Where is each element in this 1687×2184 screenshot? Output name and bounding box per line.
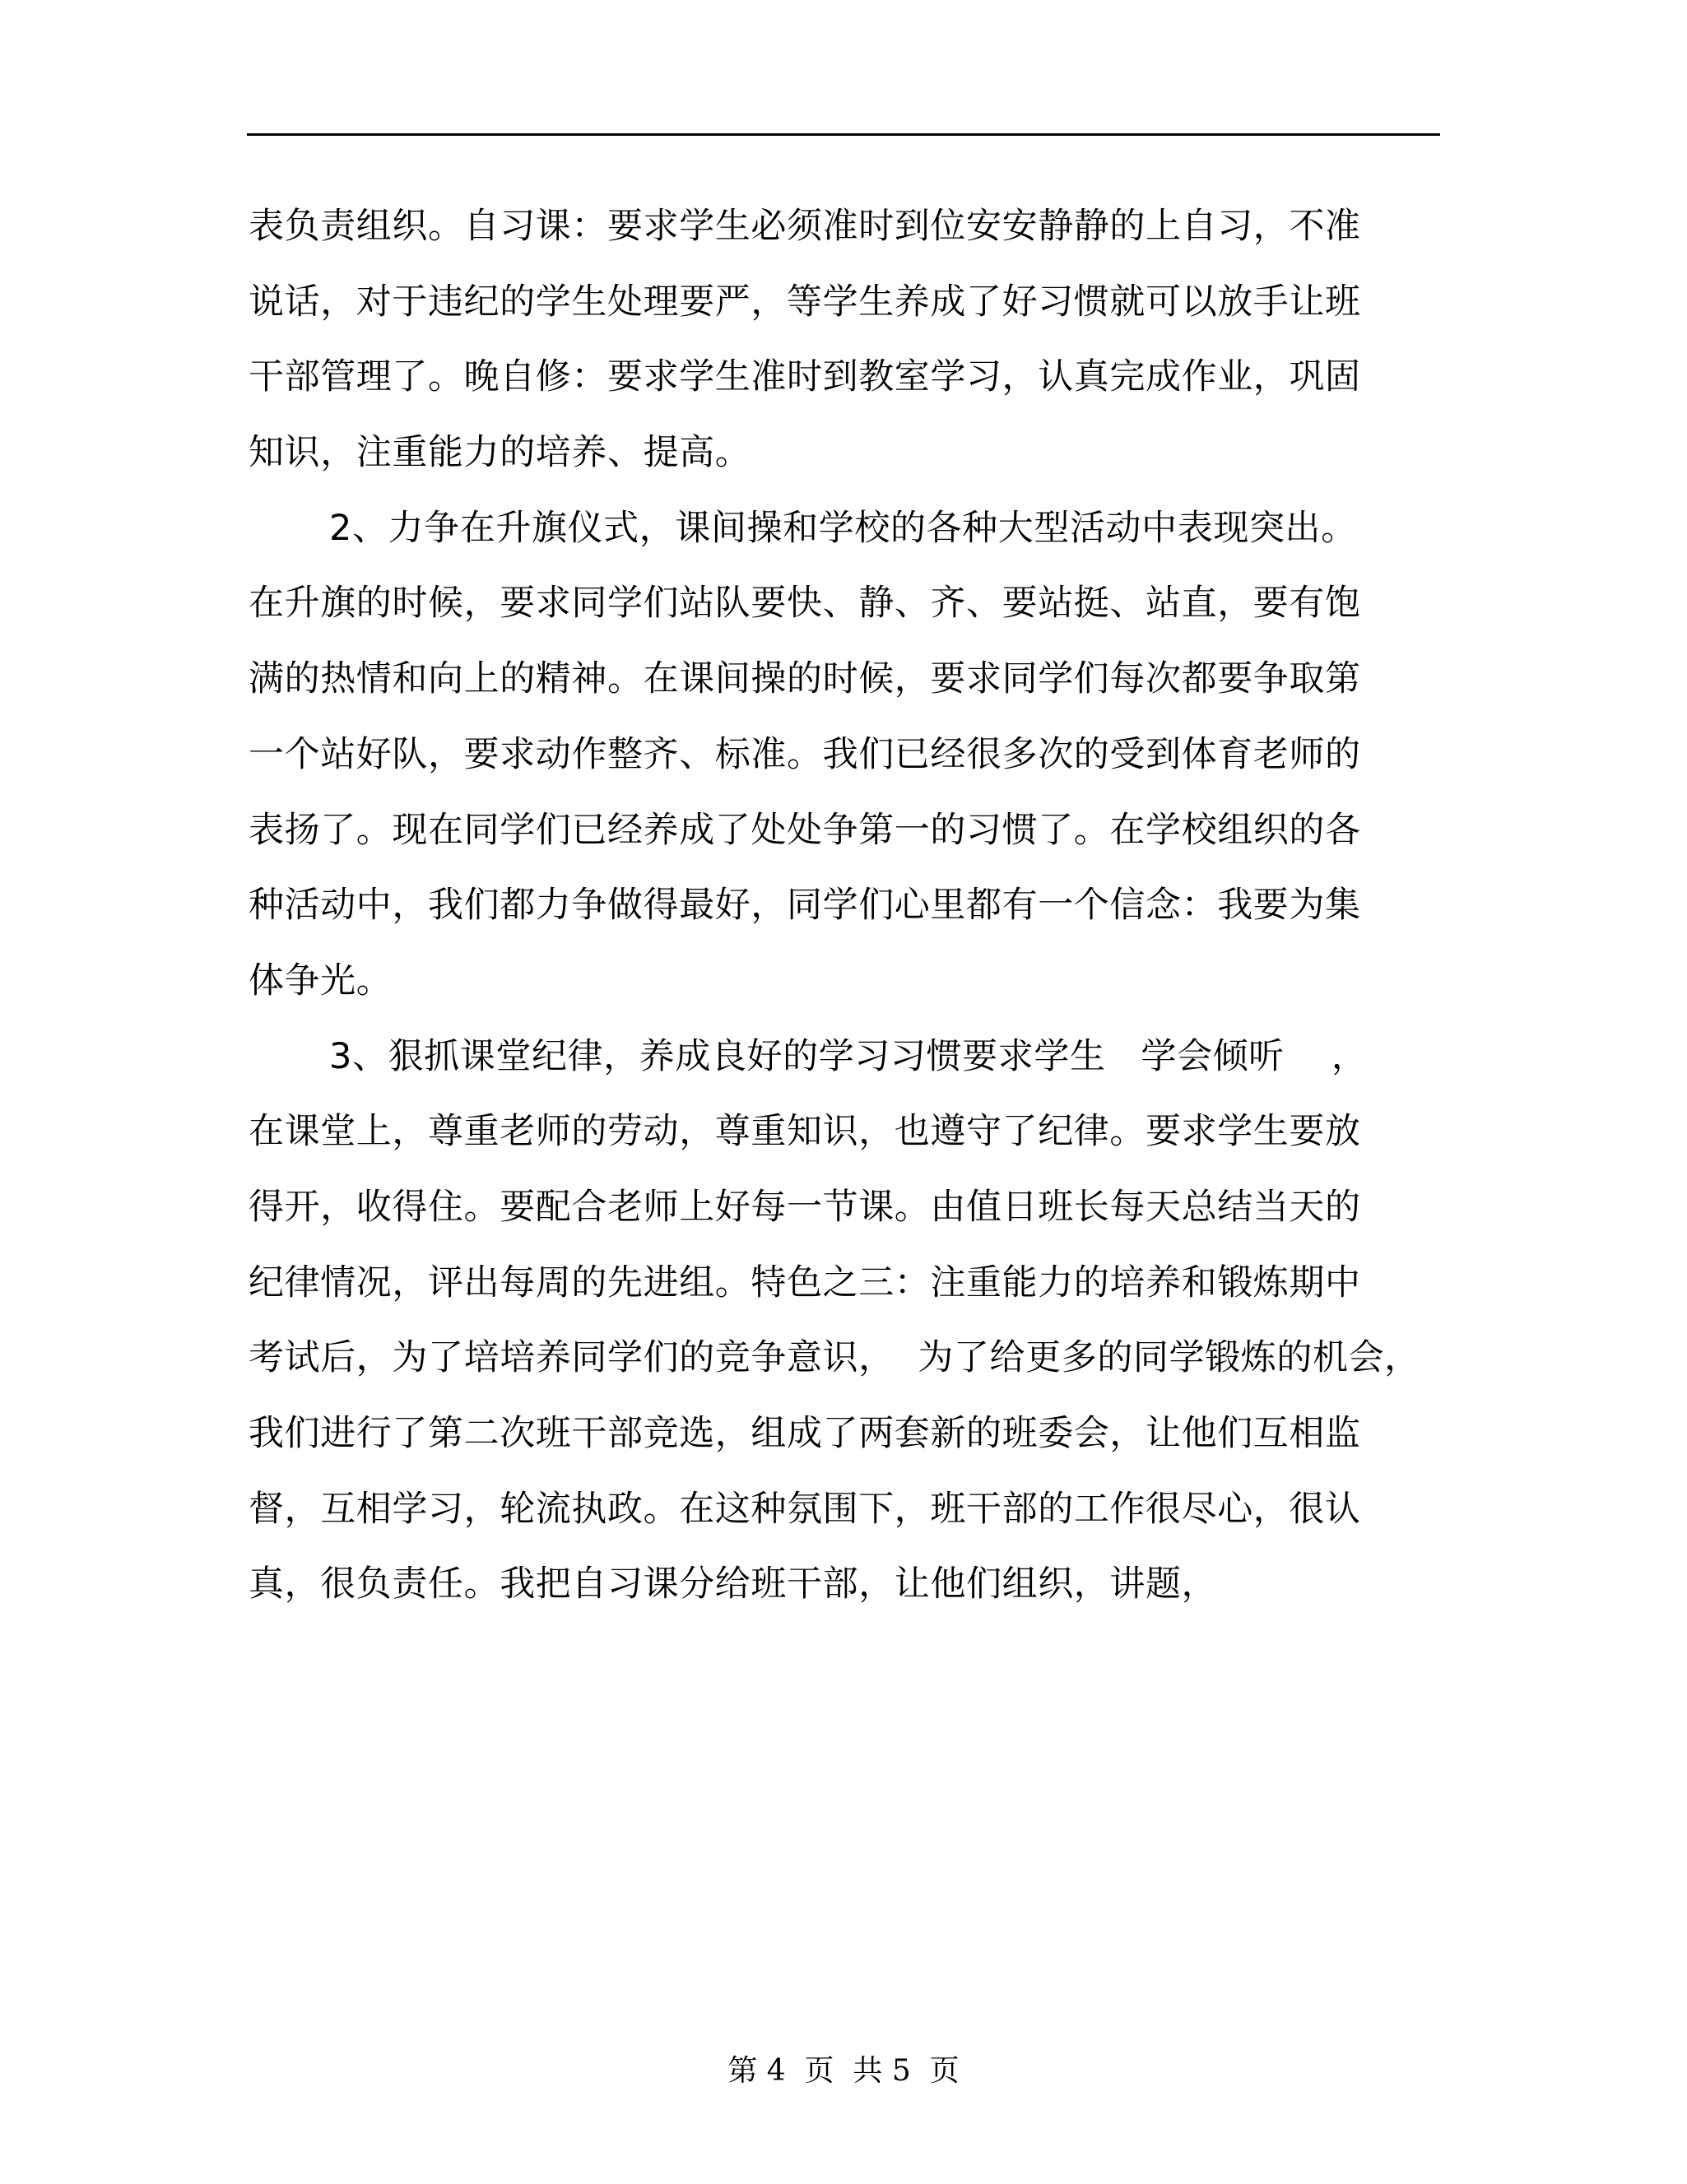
text-line: 我们进行了第二次班干部竞选，组成了两套新的班委会，让他们互相监 [249,1413,1361,1454]
text-line: 表负责组织。自习课：要求学生必须准时到位安安静静的上自习，不准 [249,206,1361,247]
text-line: 体争光。 [249,960,393,1001]
header-rule [247,133,1440,136]
text-line: 督，互相学习，轮流执政。在这种氛围下，班干部的工作很尽心，很认 [249,1488,1361,1530]
text-line: 知识，注重能力的培养、提高。 [249,432,751,474]
text-line: 说话，对于违纪的学生处理要严，等学生养成了好习惯就可以放手让班 [249,281,1361,323]
text-line: 在课堂上，尊重老师的劳动，尊重知识，也遵守了纪律。要求学生要放 [249,1111,1361,1153]
page-number-footer: 第 4 页 共 5 页 [727,2054,960,2088]
paragraph-heading-line: 3、狠抓课堂纪律，养成良好的学习习惯要求学生 学会倾听 ， [329,1035,1368,1077]
text-line: 表扬了。现在同学们已经养成了处处争第一的习惯了。在学校组织的各 [249,809,1361,851]
paragraph-heading-line: 2、力争在升旗仪式，课间操和学校的各种大型活动中表现突出。 [329,507,1357,549]
text-line: 纪律情况，评出每周的先进组。特色之三：注重能力的培养和锻炼期中 [249,1262,1361,1303]
text-line: 一个站好队，要求动作整齐、标准。我们已经很多次的受到体育老师的 [249,733,1361,775]
text-line: 满的热情和向上的精神。在课间操的时候，要求同学们每次都要争取第 [249,658,1361,700]
text-line: 真，很负责任。我把自习课分给班干部，让他们组织，讲题， [249,1564,1218,1605]
text-line: 种活动中，我们都力争做得最好，同学们心里都有一个信念：我要为集 [249,885,1361,927]
text-line: 得开，收得住。要配合老师上好每一节课。由值日班长每天总结当天的 [249,1186,1361,1228]
text-line: 干部管理了。晚自修：要求学生准时到教室学习，认真完成作业，巩固 [249,356,1361,398]
text-line: 考试后，为了培培养同学们的竞争意识， 为了给更多的同学锻炼的机会， [249,1337,1420,1379]
document-body [249,204,1450,1638]
text-line: 在升旗的时候，要求同学们站队要快、静、齐、要站挺、站直，要有饱 [249,583,1361,625]
